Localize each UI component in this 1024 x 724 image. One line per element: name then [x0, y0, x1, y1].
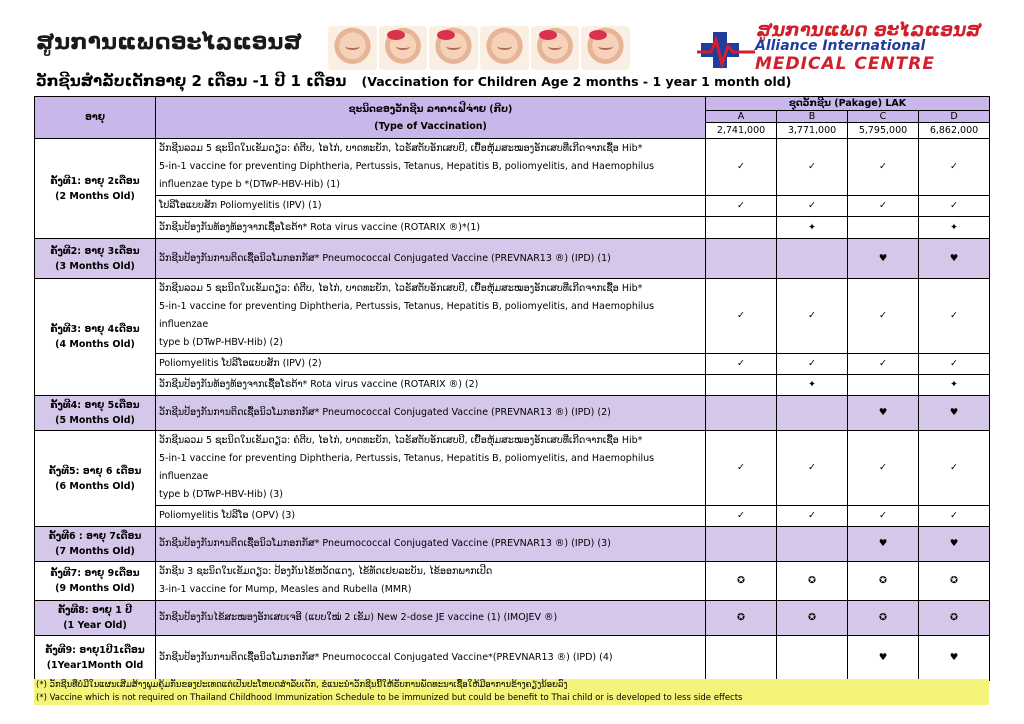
footnote [34, 679, 989, 705]
vaccine-cell [156, 396, 706, 431]
table-row [35, 239, 990, 279]
table-row [35, 375, 990, 396]
check-icon: ✓ [706, 196, 777, 217]
package-header: ຊຸດວັກຊີນ (Pakage) LAK [706, 97, 990, 111]
vaccine-text-line: ວັກຊີນລວມ 5 ຊະນິດໃນເຂັມດຽວ: ຄໍຕີບ, ໄອໄກ່, ບາດທະຍັກ, ໄວຣັສຕັບອັກເສບບີ, ເຍື້ອຫຸ້ມສະໝອງອັກເສບທີ່ເກີດຈາກເຊື້ອ Hib* [159, 143, 643, 154]
empty-cell [848, 375, 919, 396]
vaccine-cell [156, 636, 706, 681]
check-icon: ✓ [777, 506, 848, 527]
logo-english-line-1: Alliance International [755, 38, 926, 54]
age-cell [35, 139, 156, 239]
age-lao: ຄັ້ງທີ8: ອາຍຸ 1 ປີ [57, 605, 133, 616]
table-row [35, 431, 990, 506]
baby-photo-strip [328, 26, 630, 70]
circled-star-icon: ✪ [919, 562, 990, 601]
table-row [35, 636, 990, 681]
age-english: (2 Months Old) [55, 190, 135, 202]
table-row [35, 562, 990, 601]
vaccine-text-line: influenzae type b *(DTwP-HBV-Hib) (1) [159, 179, 340, 190]
check-icon: ✓ [848, 354, 919, 375]
bow-icon [387, 30, 405, 40]
package-letter: C [848, 111, 919, 123]
empty-cell [706, 396, 777, 431]
circled-star-icon: ✪ [777, 601, 848, 636]
check-icon: ✓ [848, 196, 919, 217]
age-cell [35, 527, 156, 562]
table-row [35, 601, 990, 636]
heart-icon: ♥ [919, 396, 990, 431]
vaccine-text-line: Poliomyelitis ໂປລີໂອ (OPV) (3) [159, 510, 296, 521]
age-english: (4 Months Old) [55, 339, 135, 350]
vaccine-text-line: type b (DTwP-HBV-Hib) (2) [159, 337, 283, 348]
vaccine-text-line: 5-in-1 vaccine for preventing Diphtheria, Pertussis, Tetanus, Hepatitis B, poliomyelitis, and Haemophilus [159, 161, 655, 172]
bow-icon [539, 30, 557, 40]
check-icon: ✓ [848, 139, 919, 196]
vaccine-cell [156, 279, 706, 354]
four-point-star-icon: ✦ [919, 375, 990, 396]
baby-photo [531, 26, 580, 70]
subtitle-lao: ວັກຊີນສຳລັບເດັກອາຍຸ 2 ເດືອນ -1 ປີ 1 ເດືອນ [36, 72, 347, 90]
empty-cell [706, 375, 777, 396]
baby-photo [328, 26, 377, 70]
age-english: (1Year1Month Old [46, 660, 144, 671]
vaccine-cell [156, 239, 706, 279]
vaccine-cell [156, 562, 706, 601]
logo-lao-text: ສູນການແພດ ອະໄລແອນສ [757, 20, 982, 41]
check-icon: ✓ [777, 139, 848, 196]
heart-icon: ♥ [848, 239, 919, 279]
baby-photo [581, 26, 630, 70]
check-icon: ✓ [919, 354, 990, 375]
vaccine-text-line: ວັກຊີນລວມ 5 ຊະນິດໃນເຂັມດຽວ: ຄໍຕີບ, ໄອໄກ່, ບາດທະຍັກ, ໄວຣັສຕັບອັກເສບບີ, ເຍື້ອຫຸ້ມສະໝອງອັກເສບທີ່ເກີດຈາກເຊື້ອ Hib* [159, 435, 643, 446]
heart-icon: ♥ [848, 636, 919, 681]
package-price: 2,741,000 [706, 123, 777, 139]
bow-icon [437, 30, 455, 40]
vaccine-cell [156, 217, 706, 239]
circled-star-icon: ✪ [919, 601, 990, 636]
empty-cell [848, 217, 919, 239]
vaccine-text-line: ວັກຊີນປ້ອງກັນທ້ອງທ້ອງຈາກເຊື້ອໂຣຕ້າ* Rota virus vaccine (ROTARIX ®) (2) [159, 379, 479, 390]
vaccine-text-line: ໂປລີໂອແບບສັກ Poliomyelitis (IPV) (1) [159, 200, 322, 211]
heart-icon: ♥ [848, 396, 919, 431]
empty-cell [777, 636, 848, 681]
vaccination-table-body [35, 139, 990, 681]
vaccine-cell [156, 601, 706, 636]
circled-star-icon: ✪ [848, 562, 919, 601]
check-icon: ✓ [706, 139, 777, 196]
check-icon: ✓ [919, 139, 990, 196]
age-cell [35, 431, 156, 527]
check-icon: ✓ [848, 506, 919, 527]
vaccine-text-line: ວັກຊີນປ້ອງກັນໄຂ້ສະໝອງອັກເສບເຈອີ (ແບບໃໝ່ 2 ເຂັມ) New 2-dose JE vaccine (1) (IMOJEV ®) [159, 612, 558, 623]
age-cell [35, 279, 156, 396]
type-column-header [156, 97, 706, 139]
package-price: 3,771,000 [777, 123, 848, 139]
table-row [35, 506, 990, 527]
age-english: (5 Months Old) [55, 415, 135, 426]
circled-star-icon: ✪ [848, 601, 919, 636]
empty-cell [706, 217, 777, 239]
check-icon: ✓ [777, 431, 848, 506]
baby-photo [480, 26, 529, 70]
vaccine-cell [156, 196, 706, 217]
heart-icon: ♥ [919, 527, 990, 562]
empty-cell [777, 239, 848, 279]
page-title: ສູນການແພດອະໄລແອນສ [36, 30, 302, 55]
vaccine-text-line: 5-in-1 vaccine for preventing Diphtheria, Pertussis, Tetanus, Hepatitis B, poliomyelitis, and Haemophilus influenzae [159, 453, 655, 482]
empty-cell [706, 239, 777, 279]
vaccine-text-line: type b (DTwP-HBV-Hib) (3) [159, 489, 283, 500]
circled-star-icon: ✪ [706, 601, 777, 636]
age-english: (1 Year Old) [63, 620, 127, 631]
empty-cell [777, 527, 848, 562]
package-price: 6,862,000 [919, 123, 990, 139]
heart-icon: ♥ [919, 636, 990, 681]
package-letter: B [777, 111, 848, 123]
age-cell [35, 636, 156, 681]
package-price: 5,795,000 [848, 123, 919, 139]
heart-icon: ♥ [848, 527, 919, 562]
vaccine-text-line: ວັກຊີນປ້ອງກັນການຕິດເຊື້ອນິວໂມກອກກັສ* Pneumococcal Conjugated Vaccine (PREVNAR13 ®) (IPD) (2) [159, 407, 611, 418]
check-icon: ✓ [706, 431, 777, 506]
footnote-english: (*) Vaccine which is not required on Thailand Childhood Immunization Schedule to be immunized but could be benefit to Thai child or is developed to less side effects [36, 693, 743, 703]
check-icon: ✓ [919, 196, 990, 217]
empty-cell [706, 636, 777, 681]
age-cell [35, 601, 156, 636]
four-point-star-icon: ✦ [777, 217, 848, 239]
age-english: (7 Months Old) [55, 546, 135, 557]
vaccine-text-line: ວັກຊີນປ້ອງກັນການຕິດເຊື້ອນິວໂມກອກກັສ* Pneumococcal Conjugated Vaccine (PREVNAR13 ®) (IPD) (1) [159, 252, 611, 264]
table-row [35, 527, 990, 562]
vaccine-text-line: ວັກຊີນປ້ອງກັນທ້ອງທ້ອງຈາກເຊື້ອໂຣຕ້າ* Rota virus vaccine (ROTARIX ®)*(1) [159, 221, 481, 233]
empty-cell [706, 527, 777, 562]
age-lao: ຄັ້ງທີ5: ອາຍຸ 6 ເດືອນ [48, 465, 142, 477]
vaccine-cell [156, 139, 706, 196]
age-english: (3 Months Old) [55, 260, 135, 272]
age-lao: ຄັ້ງທີ3: ອາຍຸ 4ເດືອນ [50, 324, 140, 335]
check-icon: ✓ [777, 279, 848, 354]
type-header-english: (Type of Vaccination) [374, 120, 487, 132]
age-cell [35, 239, 156, 279]
bow-icon [589, 30, 607, 40]
vaccine-text-line: Poliomyelitis ໂປລີໂອແບບສັກ (IPV) (2) [159, 358, 322, 369]
table-row [35, 196, 990, 217]
vaccine-cell [156, 506, 706, 527]
vaccine-text-line: 3-in-1 vaccine for Mump, Measles and Rubella (MMR) [159, 584, 412, 595]
table-row [35, 396, 990, 431]
table-row [35, 279, 990, 354]
four-point-star-icon: ✦ [919, 217, 990, 239]
age-column-header: ອາຍຸ [35, 97, 156, 139]
table-row [35, 217, 990, 239]
check-icon: ✓ [706, 506, 777, 527]
baby-photo [379, 26, 428, 70]
age-lao: ຄັ້ງທີ7: ອາຍຸ 9ເດືອນ [50, 568, 140, 579]
check-icon: ✓ [706, 354, 777, 375]
vaccine-text-line: ວັກຊີນປ້ອງກັນການຕິດເຊື້ອນິວໂມກອກກັສ* Pneumococcal Conjugated Vaccine*(PREVNAR13 ®) (IPD) (4) [159, 652, 613, 663]
vaccine-cell [156, 527, 706, 562]
check-icon: ✓ [777, 354, 848, 375]
vaccination-table [34, 96, 990, 681]
check-icon: ✓ [777, 196, 848, 217]
check-icon: ✓ [919, 279, 990, 354]
medical-cross-icon [697, 30, 755, 70]
four-point-star-icon: ✦ [777, 375, 848, 396]
age-lao: ຄັ້ງທີ6 : ອາຍຸ 7ເດືອນ [48, 531, 142, 542]
check-icon: ✓ [848, 431, 919, 506]
empty-cell [777, 396, 848, 431]
heart-icon: ♥ [919, 239, 990, 279]
age-lao: ຄັ້ງທີ1: ອາຍຸ 2ເດືອນ [50, 175, 140, 187]
age-lao: ຄັ້ງທີ9: ອາຍຸ1ປີ1ເດືອນ [45, 645, 145, 656]
logo-english-line-2: MEDICAL CENTRE [755, 54, 935, 74]
footnote-lao: (*) ວັກຊີນທີ່ບໍ່ມີໃນແຜນເສີມສ້າງພູມຄຸ້ມກັນຂອງປະເທດແຕ່ເປັນປະໂຫຍດສຳລັບເດັກ, ຂໍແນະນຳວັກຊີນນີ້ໃຫ້ຮັບການພັດທະນາເຊື້ອໃຫ້ມີອາການຂ້າງຄຽງນ້ອຍລົງ [36, 680, 568, 690]
circled-star-icon: ✪ [777, 562, 848, 601]
subtitle-english: (Vaccination for Children Age 2 months - 1 year 1 month old) [361, 74, 792, 89]
age-lao: ຄັ້ງທີ2: ອາຍຸ 3ເດືອນ [50, 245, 140, 257]
check-icon: ✓ [919, 506, 990, 527]
check-icon: ✓ [919, 431, 990, 506]
age-english: (9 Months Old) [55, 583, 135, 594]
check-icon: ✓ [706, 279, 777, 354]
vaccine-text-line: ວັກຊີນປ້ອງກັນການຕິດເຊື້ອນິວໂມກອກກັສ* Pneumococcal Conjugated Vaccine (PREVNAR13 ®) (IPD) (3) [159, 538, 611, 549]
age-lao: ຄັ້ງທີ4: ອາຍຸ 5ເດືອນ [50, 400, 140, 411]
baby-photo [429, 26, 478, 70]
clinic-logo [697, 20, 987, 78]
type-header-lao: ຊະນິດຂອງວັກຊີນ ລາຄາເຟີຈ່າຍ (ກີບ) [348, 103, 513, 115]
check-icon: ✓ [848, 279, 919, 354]
circled-star-icon: ✪ [706, 562, 777, 601]
package-letter: A [706, 111, 777, 123]
vaccine-cell [156, 431, 706, 506]
header [0, 0, 1024, 96]
table-row [35, 354, 990, 375]
vaccine-cell [156, 354, 706, 375]
age-cell [35, 562, 156, 601]
age-english: (6 Months Old) [55, 480, 135, 492]
vaccine-text-line: ວັກຊີນລວມ 5 ຊະນິດໃນເຂັມດຽວ: ຄໍຕີບ, ໄອໄກ່, ບາດທະຍັກ, ໄວຣັສຕັບອັກເສບບີ, ເຍື້ອຫຸ້ມສະໝອງອັກເສບທີ່ເກີດຈາກເຊື້ອ Hib* [159, 283, 643, 294]
vaccine-cell [156, 375, 706, 396]
age-cell [35, 396, 156, 431]
vaccine-text-line: 5-in-1 vaccine for preventing Diphtheria, Pertussis, Tetanus, Hepatitis B, poliomyelitis, and Haemophilus influenzae [159, 301, 655, 330]
package-letter: D [919, 111, 990, 123]
table-row [35, 139, 990, 196]
vaccine-text-line: ວັກຊີນ 3 ຊະນິດໃນເຂັມດຽວ: ປ້ອງກັນໄຂ້ຫວັດແດງ, ໄຂ້ທັດເຢຍລະບັນ, ໄຂ້ອອກພາກເປີດ [159, 566, 493, 577]
page-subtitle [36, 72, 791, 90]
